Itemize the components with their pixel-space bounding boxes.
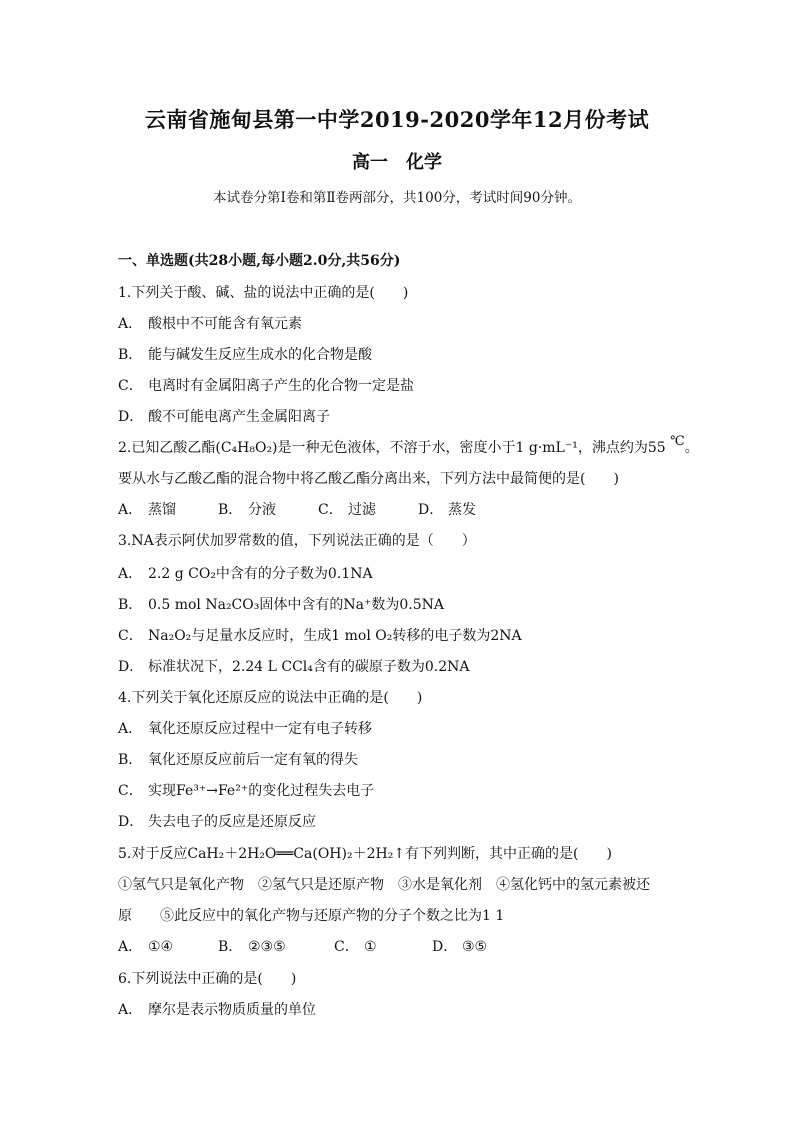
question-3-option-d: D． 标准状况下，2.24 L CCl₄含有的碳原子数为0.2NA [118, 659, 470, 675]
question-3-option-b: B． 0.5 mol Na₂CO₃固体中含有的Na⁺数为0.5NA [118, 597, 444, 613]
question-1-option-c: C． 电离时有金属阳离子产生的化合物一定是盐 [118, 378, 414, 394]
subject-label: 化学 [406, 152, 442, 173]
question-1-option-b: B． 能与碱发生反应生成水的化合物是酸 [118, 347, 372, 363]
section-heading: 一、单选题(共28小题,每小题2.0分,共56分) [118, 253, 401, 269]
question-2-stem-line-2: 要从水与乙酸乙酯的混合物中将乙酸乙酯分离出来，下列方法中最简便的是( ) [118, 471, 619, 487]
question-3-option-c: C． Na₂O₂与足量水反应时，生成1 mol O₂转移的电子数为2NA [118, 628, 522, 644]
question-4-option-d: D． 失去电子的反应是还原反应 [118, 814, 316, 830]
question-5-stem: 5.对于反应CaH₂＋2H₂O══Ca(OH)₂＋2H₂↑有下列判断，其中正确的是( ) [118, 846, 612, 862]
exam-intro: 本试卷分第Ⅰ卷和第Ⅱ卷两部分，共100分，考试时间90分钟。 [213, 190, 581, 206]
exam-title: 云南省施甸县第一中学2019-2020学年12月份考试 [144, 107, 650, 132]
question-2-stem-line-1: 2.已知乙酸乙酯(C₄H₈O₂)是一种无色液体，不溶于水，密度小于1 g·mL⁻¹，沸点约为55 ℃。 [118, 434, 699, 456]
question-1-option-a: A． 酸根中不可能含有氧元素 [118, 316, 302, 332]
question-3-option-a: A． 2.2 g CO₂中含有的分子数为0.1NA [118, 566, 373, 582]
question-5-options: A． ①④ B． ②③⑤ C． ① D． ③⑤ [118, 939, 488, 955]
question-6-option-a: A． 摩尔是表示物质质量的单位 [118, 1002, 316, 1018]
question-5-statements-line-2: 原 ⑤此反应中的氧化产物与还原产物的分子个数之比为1 1 [118, 908, 505, 924]
question-1-option-d: D． 酸不可能电离产生金属阳离子 [118, 409, 330, 425]
question-1-stem: 1.下列关于酸、碱、盐的说法中正确的是( ) [118, 285, 409, 301]
question-5-statements-line-1: ①氢气只是氧化产物 ②氢气只是还原产物 ③水是氧化剂 ④氢化钙中的氢元素被还 [118, 877, 650, 893]
question-4-stem: 4.下列关于氧化还原反应的说法中正确的是( ) [118, 690, 423, 706]
question-3-stem: 3.NA表示阿伏加罗常数的值，下列说法正确的是（ ） [118, 533, 476, 549]
grade-label: 高一 [352, 152, 388, 173]
question-4-option-b: B． 氧化还原反应前后一定有氧的得失 [118, 752, 358, 768]
question-6-stem: 6.下列说法中正确的是( ) [118, 971, 297, 987]
question-4-option-c: C． 实现Fe³⁺→Fe²⁺的变化过程失去电子 [118, 783, 375, 799]
question-2-options: A． 蒸馏 B． 分液 C． 过滤 D． 蒸发 [118, 502, 476, 518]
question-4-option-a: A． 氧化还原反应过程中一定有电子转移 [118, 721, 372, 737]
celsius-unit: ℃ [670, 434, 685, 449]
exam-subtitle [0, 148, 794, 174]
